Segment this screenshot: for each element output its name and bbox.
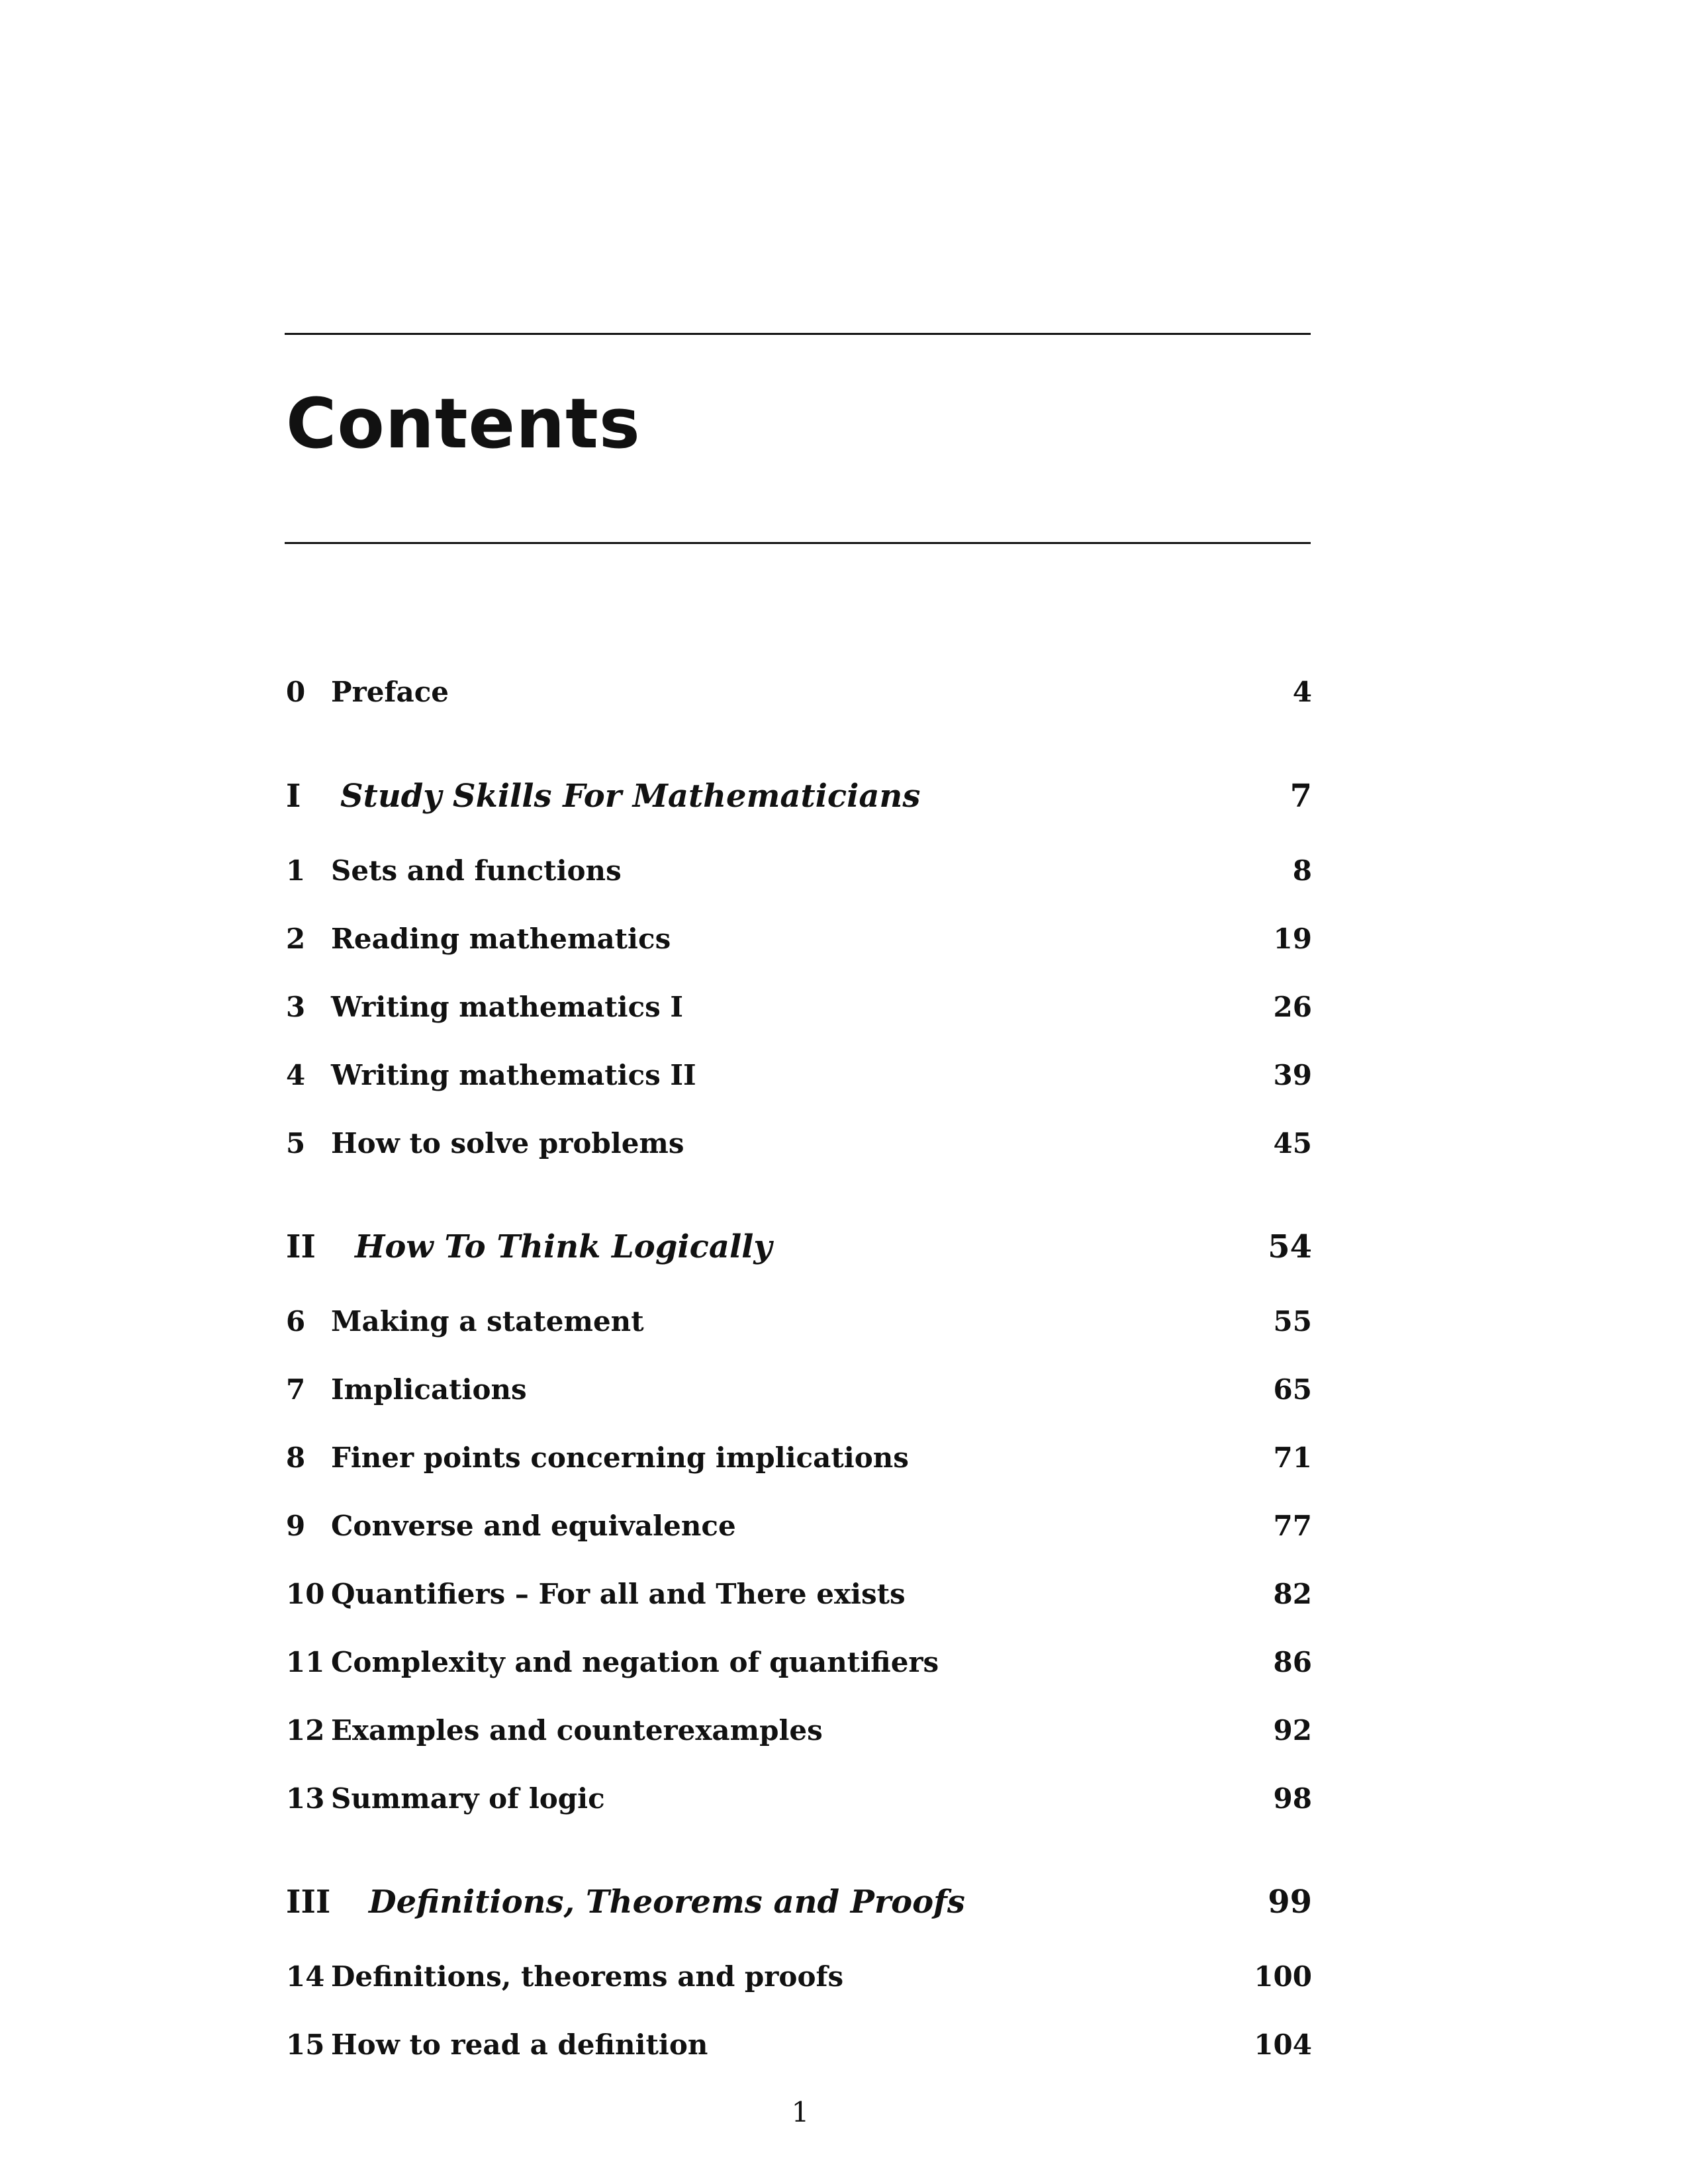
toc-entry-chapter-6[interactable] [286, 1300, 1312, 1343]
toc-entry-title: How to read a definition [331, 2028, 708, 2061]
toc-entry-title: Writing mathematics II [331, 1059, 696, 1091]
toc-entry-chapter-1[interactable] [286, 850, 1312, 892]
toc-entry-number: 15 [286, 2028, 325, 2061]
toc-entry-number: 13 [286, 1782, 325, 1815]
toc-part-page: 99 [1268, 1884, 1312, 1921]
toc-part-page: 7 [1289, 778, 1312, 815]
toc-entry-chapter-8[interactable] [286, 1437, 1312, 1479]
toc-entry-number: 6 [286, 1305, 306, 1338]
bottom-rule [285, 542, 1311, 544]
toc-entry-chapter-5[interactable] [286, 1122, 1312, 1165]
toc-entry-title: Finer points concerning implications [331, 1441, 909, 1474]
toc-entry-page: 100 [1254, 1960, 1312, 1993]
toc-entry-number: 3 [286, 991, 306, 1023]
toc-part-number: II [286, 1228, 316, 1265]
toc-entry-chapter-10[interactable] [286, 1573, 1312, 1615]
top-rule [285, 333, 1311, 335]
toc-part-1[interactable] [286, 775, 1312, 817]
toc-entry-page: 98 [1273, 1782, 1312, 1815]
toc-entry-title: Reading mathematics [331, 923, 671, 955]
toc-part-title: Study Skills For Mathematicians [340, 778, 921, 815]
toc-entry-page: 8 [1292, 854, 1312, 887]
toc-entry-page: 4 [1292, 676, 1312, 708]
toc-entry-page: 92 [1273, 1714, 1312, 1747]
toc-part-title: How To Think Logically [355, 1228, 773, 1265]
toc-entry-number: 4 [286, 1059, 306, 1091]
toc-entry-chapter-15[interactable] [286, 2024, 1312, 2066]
page-number: 1 [791, 2096, 810, 2128]
toc-entry-title: Quantifiers – For all and There exists [331, 1578, 906, 1610]
toc-entry-page: 39 [1273, 1059, 1312, 1091]
toc-entry-page: 19 [1273, 923, 1312, 955]
toc-entry-title: Converse and equivalence [331, 1510, 736, 1542]
toc-entry-title: Sets and functions [331, 854, 622, 887]
toc-entry-page: 55 [1273, 1305, 1312, 1338]
toc-entry-page: 71 [1273, 1441, 1312, 1474]
toc-entry-chapter-3[interactable] [286, 986, 1312, 1028]
toc-entry-title: Making a statement [331, 1305, 644, 1338]
toc-part-3[interactable] [286, 1881, 1312, 1923]
toc-entry-title: Preface [331, 676, 449, 708]
toc-entry-number: 7 [286, 1373, 306, 1406]
toc-entry-page: 45 [1273, 1127, 1312, 1160]
toc-entry-title: Summary of logic [331, 1782, 605, 1815]
toc-entry-page: 77 [1273, 1510, 1312, 1542]
toc-entry-page: 65 [1273, 1373, 1312, 1406]
page-title: Contents [286, 383, 641, 464]
toc-entry-chapter-2[interactable] [286, 918, 1312, 960]
toc-entry-preface[interactable] [286, 671, 1312, 713]
toc-entry-title: Complexity and negation of quantifiers [331, 1646, 939, 1678]
toc-entry-number: 1 [286, 854, 306, 887]
toc-entry-chapter-12[interactable] [286, 1709, 1312, 1752]
toc-entry-number: 10 [286, 1578, 325, 1610]
toc-entry-number: 12 [286, 1714, 325, 1747]
toc-entry-number: 14 [286, 1960, 325, 1993]
toc-entry-number: 5 [286, 1127, 306, 1160]
toc-entry-page: 26 [1273, 991, 1312, 1023]
toc-part-page: 54 [1268, 1228, 1312, 1265]
toc-part-number: III [286, 1884, 331, 1921]
toc-entry-chapter-11[interactable] [286, 1641, 1312, 1684]
toc-part-number: I [286, 778, 301, 815]
toc-entry-page: 104 [1254, 2028, 1312, 2061]
toc-part-2[interactable] [286, 1226, 1312, 1268]
toc-entry-title: Implications [331, 1373, 527, 1406]
toc-entry-chapter-13[interactable] [286, 1778, 1312, 1820]
toc-entry-chapter-9[interactable] [286, 1505, 1312, 1547]
toc-entry-page: 86 [1273, 1646, 1312, 1678]
toc-entry-title: Examples and counterexamples [331, 1714, 823, 1747]
toc-entry-chapter-7[interactable] [286, 1369, 1312, 1411]
toc-part-title: Definitions, Theorems and Proofs [369, 1884, 965, 1921]
toc-entry-chapter-14[interactable] [286, 1956, 1312, 1998]
toc-entry-number: 9 [286, 1510, 306, 1542]
toc-entry-number: 8 [286, 1441, 306, 1474]
toc-entry-title: How to solve problems [331, 1127, 684, 1160]
toc-entry-number: 2 [286, 923, 306, 955]
toc-entry-number: 11 [286, 1646, 325, 1678]
toc-entry-chapter-4[interactable] [286, 1054, 1312, 1097]
toc-entry-page: 82 [1273, 1578, 1312, 1610]
toc-entry-title: Definitions, theorems and proofs [331, 1960, 844, 1993]
toc-entry-title: Writing mathematics I [331, 991, 684, 1023]
toc-entry-number: 0 [286, 676, 306, 708]
